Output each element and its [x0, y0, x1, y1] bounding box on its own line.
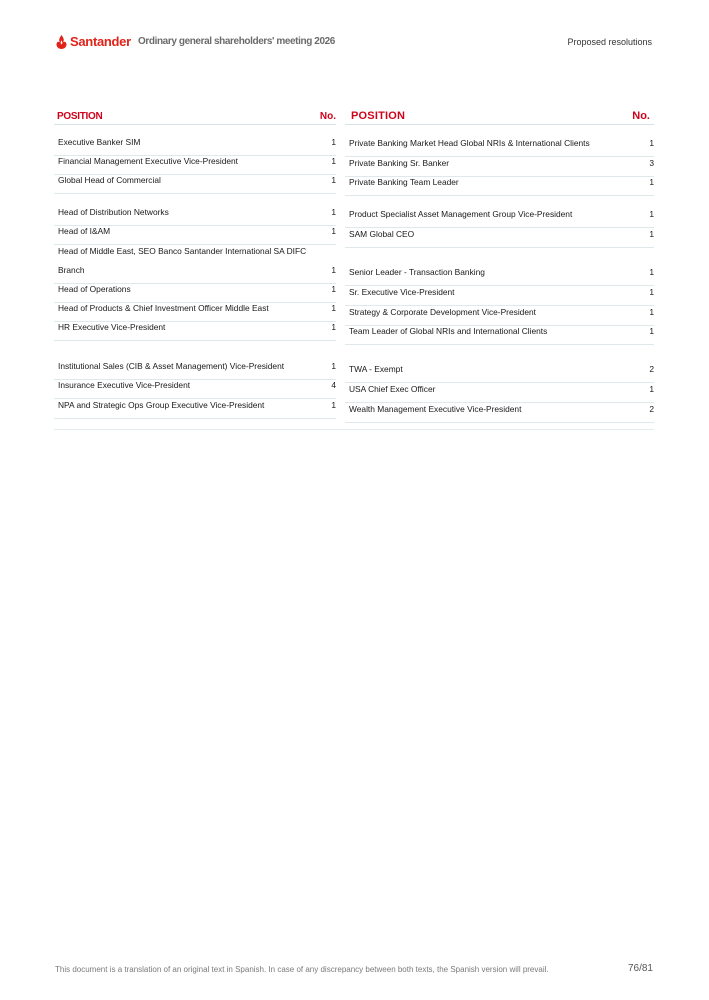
brand-name: Santander	[70, 34, 131, 49]
number-cell: 1	[649, 325, 654, 336]
position-cell: Head of I&AM	[58, 225, 111, 236]
position-cell: NPA and Strategic Ops Group Executive Vice-President	[58, 399, 265, 410]
position-cell: HR Executive Vice-President	[58, 321, 166, 332]
table-header	[54, 108, 336, 125]
position-cell: Institutional Sales (CIB & Asset Management) Vice-President	[58, 360, 285, 371]
number-cell: 1	[649, 383, 654, 394]
number-cell: 2	[649, 403, 654, 414]
number-cell: 1	[649, 208, 654, 219]
section-title: Proposed resolutions	[567, 37, 652, 47]
position-cell: Private Banking Team Leader	[349, 176, 459, 187]
number-cell: 1	[331, 225, 336, 236]
number-cell: 1	[331, 302, 336, 313]
position-column-header: POSITION	[351, 110, 406, 122]
number-cell: 1	[649, 286, 654, 297]
number-column-header: No.	[632, 110, 650, 122]
number-cell: 1	[331, 321, 336, 332]
table-row	[345, 228, 654, 248]
table-row	[54, 245, 336, 284]
santander-flame-icon	[56, 35, 67, 49]
table-row	[54, 322, 336, 341]
number-cell: 1	[331, 206, 336, 217]
position-cell: Team Leader of Global NRIs and International Clients	[349, 325, 548, 336]
position-cell: USA Chief Exec Officer	[349, 383, 436, 394]
table-row	[345, 345, 654, 383]
table-row	[345, 248, 654, 286]
position-column-header: POSITION	[57, 111, 103, 122]
position-cell: Executive Banker SIM	[58, 136, 141, 147]
position-cell: TWA - Exempt	[349, 363, 403, 374]
position-cell: Senior Leader - Transaction Banking	[349, 266, 485, 277]
page-header	[56, 34, 652, 52]
number-cell: 2	[649, 363, 654, 374]
number-cell: 1	[331, 136, 336, 147]
position-cell: Head of Operations	[58, 283, 131, 294]
position-cell: Global Head of Commercial	[58, 174, 161, 185]
page-number: 76/81	[627, 963, 653, 974]
table-row	[54, 341, 336, 380]
position-cell: Financial Management Executive Vice-President	[58, 155, 239, 166]
position-cell: Product Specialist Asset Management Group Vice-President	[349, 208, 573, 219]
table-row	[345, 125, 654, 157]
position-cell: Head of Products & Chief Investment Officer Middle East	[58, 302, 269, 313]
position-cell: Insurance Executive Vice-President	[58, 379, 191, 390]
number-cell: 1	[331, 264, 336, 275]
number-cell: 1	[649, 306, 654, 317]
table-end-divider	[54, 429, 654, 430]
table-row	[54, 399, 336, 419]
table-row	[345, 196, 654, 228]
position-cell: Head of Distribution Networks	[58, 206, 169, 217]
page-footer	[55, 963, 653, 977]
positions-table-left	[54, 108, 336, 419]
number-cell: 1	[649, 266, 654, 277]
position-cell: SAM Global CEO	[349, 228, 415, 239]
position-cell: Wealth Management Executive Vice-President	[349, 403, 522, 414]
number-column-header: No.	[319, 111, 336, 122]
number-cell: 1	[649, 137, 654, 148]
number-cell: 4	[331, 379, 336, 390]
table-row	[54, 175, 336, 194]
number-cell: 1	[649, 228, 654, 239]
number-cell: 1	[331, 283, 336, 294]
table-header	[345, 108, 654, 125]
number-cell: 1	[649, 176, 654, 187]
positions-table-right	[345, 108, 654, 423]
number-cell: 3	[649, 157, 654, 168]
translation-disclaimer: This document is a translation of an original text in Spanish. In case of any discrepancy between both texts, the Spanish version will prevail.	[55, 965, 549, 974]
number-cell: 1	[331, 399, 336, 410]
table-row	[345, 177, 654, 196]
number-cell: 1	[331, 155, 336, 166]
table-row	[345, 403, 654, 423]
position-cell: Private Banking Market Head Global NRIs & International Clients	[349, 137, 590, 148]
position-cell: Head of Middle East, SEO Banco Santander International SA DIFC Branch	[58, 246, 307, 275]
meeting-title: Ordinary general shareholders' meeting 2026	[138, 36, 335, 47]
position-cell: Sr. Executive Vice-President	[349, 286, 455, 297]
position-cell: Private Banking Sr. Banker	[349, 157, 450, 168]
position-cell: Strategy & Corporate Development Vice-President	[349, 306, 536, 317]
number-cell: 1	[331, 360, 336, 371]
table-row	[345, 326, 654, 345]
number-cell: 1	[331, 174, 336, 185]
santander-logo	[56, 34, 131, 50]
